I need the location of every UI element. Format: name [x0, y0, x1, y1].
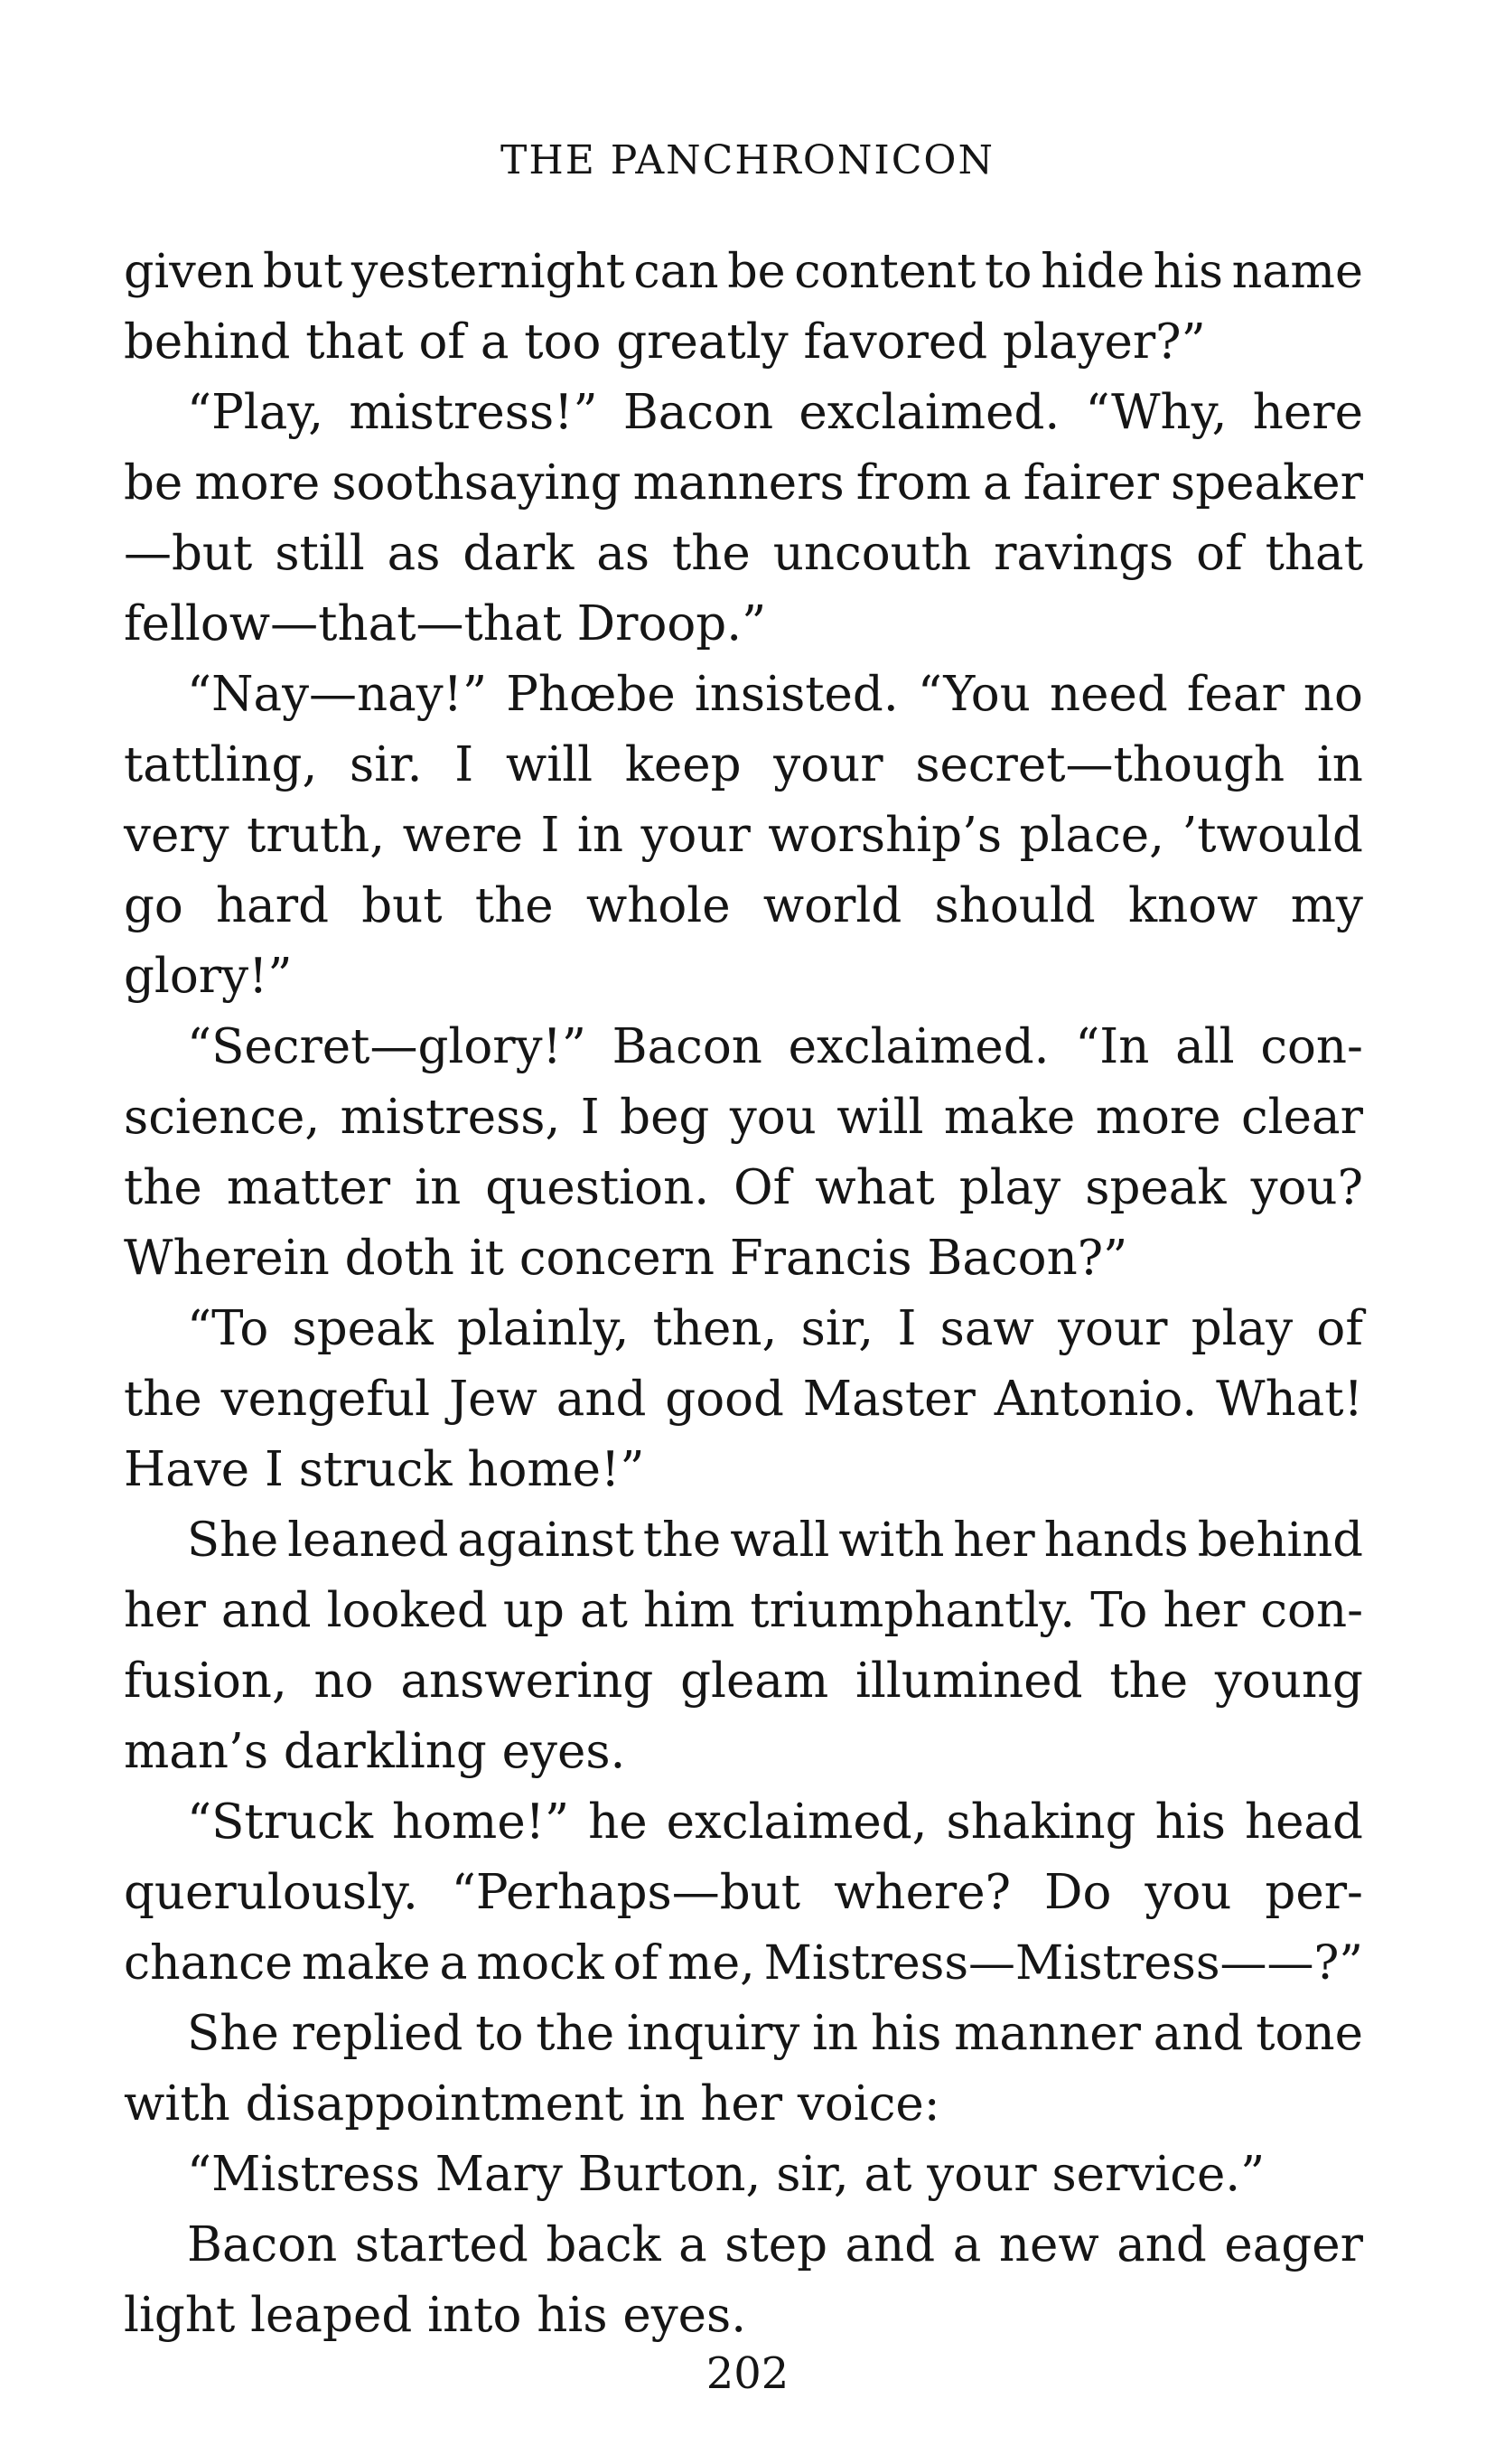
text-line: Bacon started back a step and a new and eager	[187, 2217, 1363, 2272]
text-line: with disappointment in her voice:	[124, 2076, 940, 2131]
text-line: fusion, no answering gleam illumined the young	[124, 1654, 1363, 1709]
text-line: “Play, mistress!” Bacon exclaimed. “Why, here	[187, 385, 1363, 440]
text-line: “Nay—nay!” Phœbe insisted. “You need fear no	[187, 667, 1363, 722]
text-line: given but yesternight can be content to hide his name	[124, 244, 1363, 299]
text-line: fellow—that—that Droop.”	[124, 596, 767, 651]
text-line: light leaped into his eyes.	[124, 2288, 747, 2343]
text-line: her and looked up at him triumphantly. To her con-	[124, 1583, 1363, 1638]
page-number: 202	[705, 2348, 790, 2399]
text-line: science, mistress, I beg you will make more clear	[124, 1090, 1363, 1145]
text-line: man’s darkling eyes.	[124, 1724, 626, 1779]
text-line: She replied to the inquiry in his manner and tone	[187, 2006, 1363, 2061]
running-head: THE PANCHRONICON	[500, 137, 995, 183]
text-line: tattling, sir. I will keep your secret—though in	[124, 737, 1363, 792]
text-line: the vengeful Jew and good Master Antonio. What!	[124, 1372, 1363, 1427]
text-line: “Mistress Mary Burton, sir, at your service.”	[187, 2147, 1266, 2202]
text-line: She leaned against the wall with her hands behind	[187, 1513, 1363, 1568]
text-line: “Struck home!” he exclaimed, shaking his head	[187, 1794, 1363, 1850]
text-line: go hard but the whole world should know my	[124, 878, 1363, 933]
text-line: chance make a mock of me, Mistress—Mistress——?”	[124, 1936, 1363, 1991]
text-line: be more soothsaying manners from a fairer speaker	[124, 455, 1363, 511]
text-line: Wherein doth it concern Francis Bacon?”	[124, 1231, 1128, 1286]
text-line: the matter in question. Of what play speak you?	[124, 1160, 1363, 1215]
text-line: very truth, were I in your worship’s place, ’twould	[124, 808, 1363, 863]
text-line: querulously. “Perhaps—but where? Do you per-	[124, 1865, 1363, 1920]
body-text	[124, 237, 1363, 2351]
text-line: behind that of a too greatly favored player?”	[124, 314, 1206, 370]
text-line: Have I struck home!”	[124, 1442, 645, 1497]
text-line: —but still as dark as the uncouth ravings of that	[124, 526, 1363, 581]
text-line: “To speak plainly, then, sir, I saw your play of	[187, 1301, 1363, 1356]
text-line: “Secret—glory!” Bacon exclaimed. “In all con-	[187, 1019, 1363, 1074]
text-line: glory!”	[124, 949, 293, 1004]
